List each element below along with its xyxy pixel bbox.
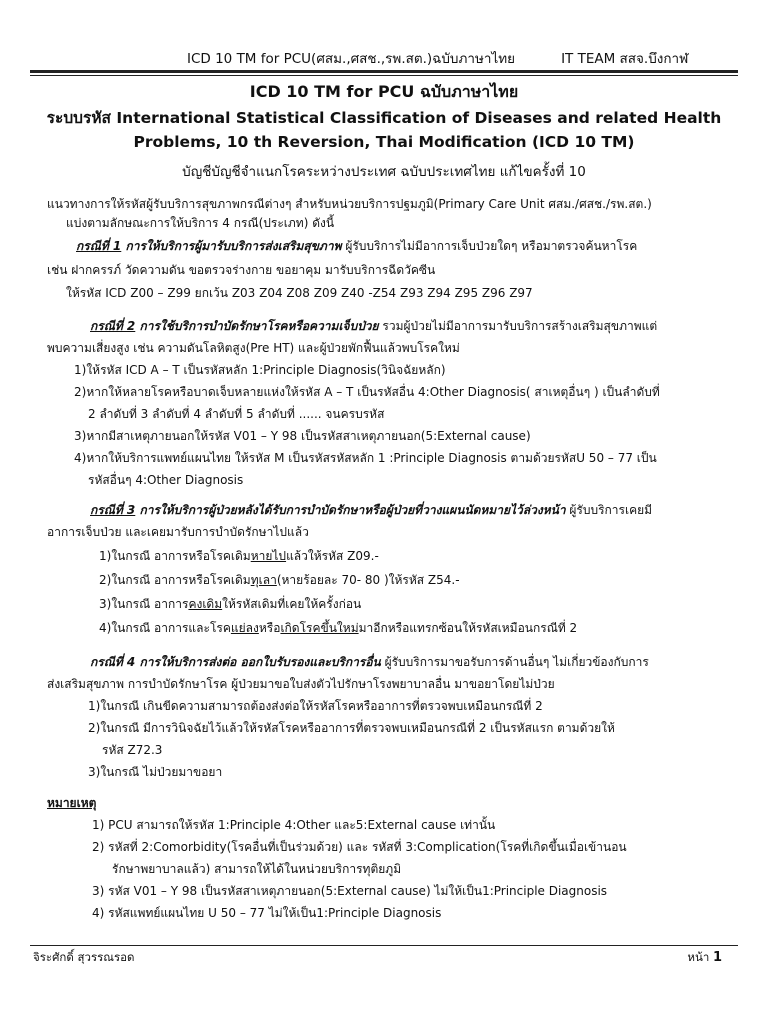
case3-item-4-tail: มาอีกหรือแทรกซ้อนให้รหัสเหมือนกรณีที่ 2 (358, 621, 578, 635)
case2-item-1: 1)ให้รหัส ICD A – T เป็นรหัสหลัก 1:Principle Diagnosis(วินิจฉัยหลัก) (74, 363, 446, 377)
case2-label: กรณีที่ 2 (90, 319, 136, 333)
header-left: ICD 10 TM for PCU(ศสม.,ศสช.,รพ.สต.)ฉบับภาษาไทย (187, 51, 516, 67)
case1-line-2: เช่น ฝากครรภ์ วัดความดัน ขอตรวจร่างกาย ขอยาคุม มารับบริการฉีดวัคซีน (47, 263, 436, 277)
case4-desc: ผู้รับบริการมาขอรับการด้านอื่นๆ ไม่เกี่ยวข้องกับการ (380, 655, 649, 669)
notes-title: หมายเหตุ (47, 796, 97, 810)
page-number: 1 (712, 950, 722, 965)
footer-author: จิระศักดิ์ สุวรรณรอด (33, 950, 135, 964)
doc-title-line2: ระบบรหัส International Statistical Classification of Diseases and related Health (46, 109, 722, 127)
case3-item-1-emph: หายไป (250, 549, 287, 563)
case2-item-3: 3)หากมีสาเหตุภายนอกให้รหัส V01 – Y 98 เป็นรหัสสาเหตุภายนอก(5:External cause) (74, 429, 531, 443)
case4-heading-line (90, 654, 649, 670)
case4-heading: กรณีที่ 4 การให้บริการส่งต่อ ออกใบรับรองและบริการอื่น (90, 655, 381, 669)
case3-item-4 (99, 620, 577, 636)
case1-heading-line (76, 238, 637, 254)
case4-item-3: 3)ในกรณี ไม่ป่วยมาขอยา (88, 765, 223, 779)
case3-item-2-tail: (หายร้อยละ 70- 80 )ให้รหัส Z54.- (276, 573, 460, 587)
case3-item-4-emph-2: เกิดโรคขึ้นใหม่ (280, 621, 359, 635)
case3-item-1 (99, 548, 379, 564)
running-header (187, 47, 688, 69)
intro-line-2: แบ่งตามลักษณะการให้บริการ 4 กรณี(ประเภท) ดังนี้ (66, 216, 335, 230)
footer-rule (30, 945, 738, 946)
case3-item-3-text: 3)ในกรณี อาการ (99, 597, 189, 611)
case2-item-4-cont: รหัสอื่นๆ 4:Other Diagnosis (88, 473, 244, 487)
note-3: 3) รหัส V01 – Y 98 เป็นรหัสสาเหตุภายนอก(5:External cause) ไม่ให้เป็น1:Principle Diagnosis (92, 884, 608, 898)
case2-desc: รวมผู้ป่วยไม่มีอาการมารับบริการสร้างเสริมสุขภาพแต่ (378, 319, 658, 333)
note-2-cont: รักษาพยาบาลแล้ว) สามารถให้ได้ในหน่วยบริการทุติยภูมิ (112, 862, 402, 876)
case1-line-3: ให้รหัส ICD Z00 – Z99 ยกเว้น Z03 Z04 Z08 Z09 Z40 -Z54 Z93 Z94 Z95 Z96 Z97 (66, 286, 533, 300)
case3-item-3-tail: ให้รหัสเดิมที่เคยให้ครั้งก่อน (222, 597, 362, 611)
case3-item-2-emph: ทุเลา (250, 573, 277, 587)
doc-subtitle: บัญชีบัญชีจำแนกโรคระหว่างประเทศ ฉบับประเทศไทย แก้ไขครั้งที่ 10 (182, 164, 586, 180)
case2-line-2: พบความเสี่ยงสูง เช่น ความดันโลหิตสูง(Pre HT) และผู้ป่วยพักฟื้นแล้วพบโรคใหม่ (47, 341, 460, 355)
case3-item-4-mid: หรือ (258, 621, 281, 635)
case3-label: กรณีที่ 3 (90, 503, 136, 517)
case1-desc: ผู้รับบริการไม่มีอาการเจ็บป่วยใดๆ หรือมาตรวจค้นหาโรค (341, 239, 638, 253)
case3-item-1-tail: แล้วให้รหัส Z09.- (286, 549, 379, 563)
header-rule (30, 70, 738, 76)
note-1: 1) PCU สามารถให้รหัส 1:Principle 4:Other และ5:External cause เท่านั้น (92, 818, 496, 832)
case3-heading-line (90, 502, 652, 518)
doc-title: ICD 10 TM for PCU ฉบับภาษาไทย (249, 82, 519, 101)
page-label: หน้า (687, 950, 710, 964)
case3-item-2 (99, 572, 460, 588)
case4-item-2-cont: รหัส Z72.3 (102, 743, 163, 757)
case2-item-4: 4)หากให้บริการแพทย์แผนไทย ให้รหัส M เป็นรหัสรหัสหลัก 1 :Principle Diagnosis ตามด้วยรหัสU 50 – 77 เป็น (74, 451, 657, 465)
note-4: 4) รหัสแพทย์แผนไทย U 50 – 77 ไม่ให้เป็น1:Principle Diagnosis (92, 906, 442, 920)
case3-item-2-text: 2)ในกรณี อาการหรือโรคเดิม (99, 573, 251, 587)
case1-heading: การให้บริการผู้มารับบริการส่งเสริมสุขภาพ (121, 239, 342, 253)
case2-item-2-cont: 2 ลำดับที่ 3 ลำดับที่ 4 ลำดับที่ 5 ลำดับที่ ...... จนครบรหัส (88, 407, 385, 421)
case4-item-2: 2)ในกรณี มีการวินิจฉัยไว้แล้วให้รหัสโรคหรืออาการที่ตรวจพบเหมือนกรณีที่ 2 เป็นรหัสแรก ตามด้วยให้ (88, 721, 615, 735)
case2-heading: การใช้บริการบำบัดรักษาโรคหรือความเจ็บป่วย (135, 319, 379, 333)
intro-line-1: แนวทางการให้รหัสผู้รับบริการสุขภาพกรณีต่างๆ สำหรับหน่วยบริการปฐมภูมิ(Primary Care Unit ศสม./ศสช./รพ.สต.) (47, 197, 652, 211)
case3-item-1-text: 1)ในกรณี อาการหรือโรคเดิม (99, 549, 251, 563)
case2-heading-line (90, 318, 657, 334)
footer-page (687, 949, 722, 967)
case1-label: กรณีที่ 1 (76, 239, 122, 253)
case4-line-2: ส่งเสริมสุขภาพ การบำบัดรักษาโรค ผู้ป่วยมาขอใบส่งตัวไปรักษาโรงพยาบาลอื่น มาขอยาโดยไม่ป่วย (47, 677, 555, 691)
case3-item-3 (99, 596, 361, 612)
case4-item-1: 1)ในกรณี เกินขีดความสามารถต้องส่งต่อให้รหัสโรคหรืออาการที่ตรวจพบเหมือนกรณีที่ 2 (88, 699, 543, 713)
header-right: IT TEAM สสจ.บึงกาฬ (561, 51, 689, 67)
doc-title-line3: Problems, 10 th Reversion, Thai Modification (ICD 10 TM) (133, 133, 635, 151)
case3-heading: การให้บริการผู้ป่วยหลังได้รับการบำบัดรักษาหรือผู้ป่วยที่วางแผนนัดหมายไว้ล่วงหน้า (135, 503, 566, 517)
case2-item-2: 2)หากให้หลายโรคหรือบาดเจ็บหลายแห่งให้รหัส A – T เป็นรหัสอื่น 4:Other Diagnosis( สาเหตุอื่นๆ ) เป็นลำดับที่ (74, 385, 660, 399)
case3-line-2: อาการเจ็บป่วย และเคยมารับการบำบัดรักษาไปแล้ว (47, 525, 309, 539)
note-2: 2) รหัสที่ 2:Comorbidity(โรคอื่นที่เป็นร่วมด้วย) และ รหัสที่ 3:Complication(โรคที่เกิดขึ้นเมื่อเข้านอน (92, 840, 627, 854)
case3-item-4-text: 4)ในกรณี อาการและโรค (99, 621, 231, 635)
case3-item-3-emph: คงเดิม (188, 597, 223, 611)
case3-desc: ผู้รับบริการเคยมี (565, 503, 653, 517)
case3-item-4-emph-1: แย่ลง (230, 621, 259, 635)
